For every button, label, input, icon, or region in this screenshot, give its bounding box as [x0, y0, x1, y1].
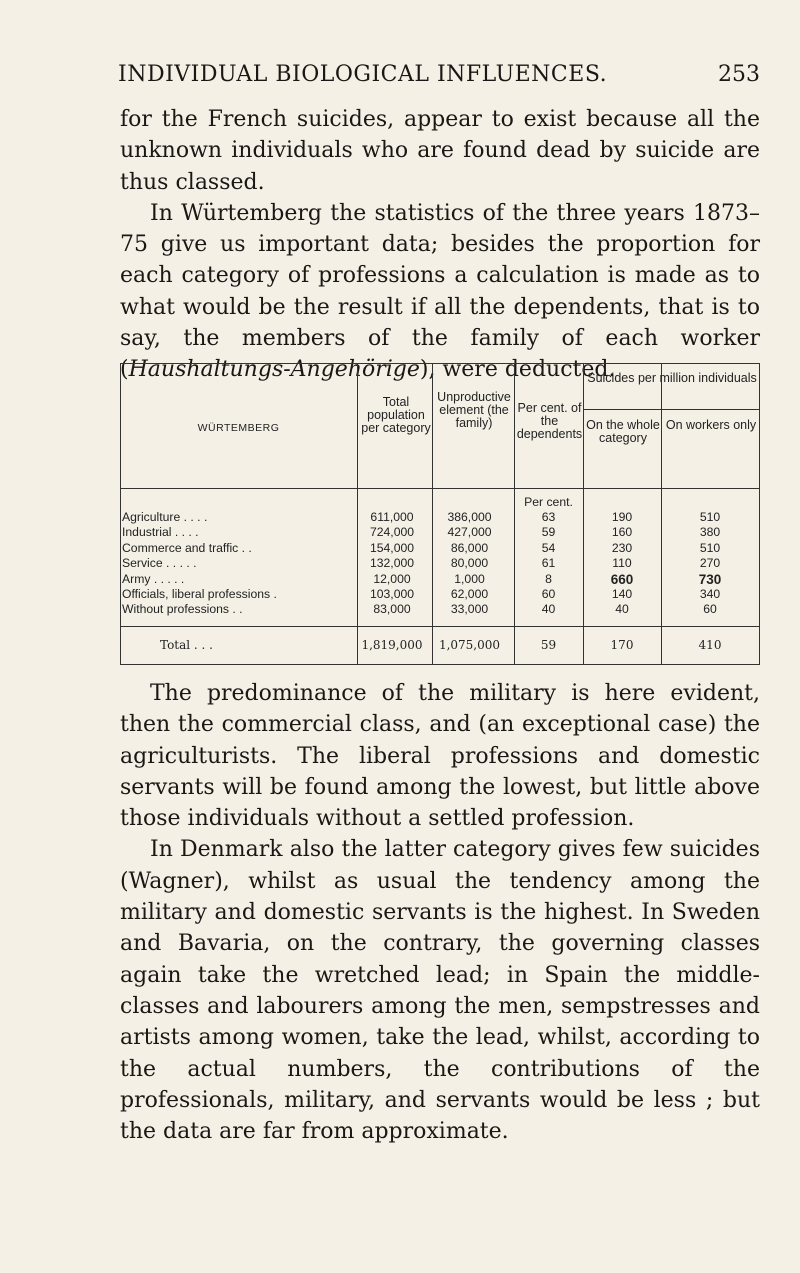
header-total-population: Total population per category [361, 395, 431, 435]
cell-total-population: 83,000 [373, 602, 411, 617]
cell-whole-category: 140 [611, 587, 633, 601]
cell-unproductive: 386,000 [447, 510, 492, 524]
cell-unproductive: 80,000 [450, 556, 489, 571]
paragraph: The predominance of the military is here evident, then the commercial class, and (an exceptional case) the agriculturists. The liberal professions and domestic servants will be found among the lowest, but little above those individuals without a settled profession. [120, 681, 760, 832]
cell-workers-only: 380 [699, 525, 721, 540]
cell-unproductive: 427,000 [447, 525, 492, 540]
cell-workers-only: 340 [699, 587, 721, 601]
cell-unproductive: 86,000 [450, 540, 489, 555]
german-term: Haushaltungs-Angehörige [128, 357, 420, 383]
cell-whole-category: 40 [615, 602, 629, 617]
total-whole: 170 [610, 638, 634, 652]
discussion-text [120, 678, 760, 1147]
cell-workers-only: 60 [703, 602, 717, 617]
cell-total-population: 724,000 [369, 525, 415, 540]
row-label: Officials, liberal professions . [122, 587, 277, 601]
paragraph-text: ), were deducted. [419, 357, 616, 383]
cell-whole-category: 230 [611, 540, 633, 555]
cell-unproductive: 1,000 [454, 571, 485, 586]
cell-whole-category: 110 [612, 556, 632, 571]
row-label: Service . . . . . [122, 556, 197, 571]
row-label: Commerce and traffic . . [122, 540, 252, 555]
total-workers: 410 [698, 638, 722, 652]
header-workers-only: On workers only [665, 418, 757, 432]
row-label: Without professions . . [122, 602, 243, 617]
total-population: 1,819,000 [361, 638, 423, 652]
cell-whole-category: 190 [611, 510, 633, 524]
cell-per-cent: 8 [545, 571, 552, 586]
header-suicides: Suicides per million individuals [587, 371, 757, 385]
cell-total-population: 132,000 [369, 556, 415, 571]
header-per-cent: Per cent. of the dependents [516, 401, 583, 441]
row-label: Industrial . . . . [122, 525, 199, 540]
cell-whole-category: 660 [610, 571, 634, 587]
cell-per-cent: 63 [541, 510, 556, 524]
cell-per-cent: 54 [541, 540, 556, 555]
header-unproductive: Unproductive element (the family) [437, 390, 511, 430]
paragraph: for the French suicides, appear to exist because all the unknown individuals who are found dead by suicide are thus classed. [120, 107, 760, 195]
cell-per-cent: 60 [541, 587, 556, 601]
cell-workers-only: 730 [698, 571, 722, 587]
cell-workers-only: 510 [699, 540, 721, 555]
intro-text [120, 104, 760, 386]
cell-total-population: 154,000 [369, 540, 415, 555]
total-per-cent: 59 [540, 638, 557, 652]
total-unproductive: 1,075,000 [438, 638, 501, 652]
cell-workers-only: 510 [699, 510, 721, 524]
cell-unproductive: 62,000 [450, 587, 489, 601]
paragraph [120, 198, 760, 386]
row-label: Agriculture . . . . [122, 510, 208, 524]
header-region: WÜRTEMBERG [197, 422, 280, 434]
page-number: 253 [718, 62, 760, 87]
running-head: INDIVIDUAL BIOLOGICAL INFLUENCES. [118, 62, 608, 87]
cell-total-population: 12,000 [373, 571, 411, 586]
header-whole-category: On the whole category [586, 418, 660, 445]
total-label: Total . . . [160, 638, 213, 652]
cell-total-population: 103,000 [369, 587, 415, 601]
cell-whole-category: 160 [611, 525, 633, 540]
suicide-statistics-table [120, 363, 760, 665]
paragraph: In Denmark also the latter category gives few suicides (Wagner), whilst as usual the tendency among the military and domestic servants is the highest. In Sweden and Bavaria, on the contrary, the governing classes again take the wretched lead; in Spain the middle-classes and labourers among the men, sempstresses and artists among women, take the lead, whilst, according to the actual numbers, the contributions of the professionals, military, and servants would be less ; but the data are far from approximate. [120, 837, 760, 1145]
cell-unproductive: 33,000 [450, 602, 489, 617]
cell-per-cent: 40 [541, 602, 556, 617]
cell-workers-only: 270 [699, 556, 721, 571]
paragraph-text: In Würtemberg the statistics of the three years 1873–75 give us important data; besides the proportion for each category of professions a calculation is made as to what would be the result if all the dependents, that is to say, the members of the family of each worker ( [120, 200, 760, 383]
per-cent-unit: Per cent. [524, 495, 573, 509]
cell-total-population: 611,000 [370, 510, 414, 524]
cell-per-cent: 59 [541, 525, 556, 540]
row-label: Army . . . . . [122, 571, 185, 586]
cell-per-cent: 61 [541, 556, 556, 571]
